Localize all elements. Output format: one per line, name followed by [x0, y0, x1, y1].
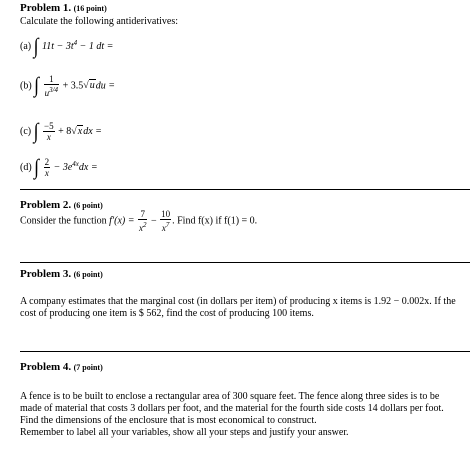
integral-sign-icon: ∫: [34, 154, 40, 179]
problem-4-line-3: Find the dimensions of the enclosure that is most economical to construct.: [20, 415, 317, 426]
problem-1d-numerator: 2: [44, 157, 50, 168]
problem-1c-denominator: x: [43, 131, 55, 142]
divider-2: [20, 262, 470, 263]
problem-1b: [20, 74, 115, 98]
problem-4-points: (7 point): [73, 363, 103, 372]
integral-sign-icon: ∫: [33, 118, 39, 143]
problem-1c-middle: + 8: [55, 126, 72, 138]
problem-1-title: Problem 1.: [20, 2, 72, 14]
problem-2-fraction-1: $\frac{7}{x^2}$: [138, 209, 147, 233]
problem-2-title: Problem 2.: [20, 199, 72, 211]
problem-1b-label: (b): [20, 80, 32, 92]
problem-1-intro: Calculate the following antiderivatives:: [20, 16, 179, 27]
problem-1-points: (16 point): [73, 4, 107, 13]
problem-3-points: (6 point): [73, 270, 103, 279]
problem-1d-label: (d): [20, 162, 32, 174]
divider-1: [20, 189, 470, 190]
problem-2-lead: Consider the function: [20, 215, 110, 227]
problem-4-line-4: Remember to label all your variables, show all your steps and justify your answer.: [20, 427, 349, 438]
problem-4-title: Problem 4.: [20, 361, 72, 373]
problem-1d: [20, 154, 98, 179]
problem-1d-denominator: x: [44, 168, 49, 179]
problem-1-heading: [20, 2, 107, 15]
problem-2-fraction-2: $\frac{10}{x^7}$: [161, 209, 171, 233]
problem-1c: [20, 118, 102, 143]
integral-sign-icon: ∫: [34, 73, 40, 98]
integral-sign-icon: ∫: [33, 33, 39, 58]
sqrt-icon: √u: [83, 80, 95, 92]
divider-3: [20, 351, 470, 352]
problem-4-line-1: A fence is to be built to enclose a rectangular area of 300 square feet. The fence along three sides is to be: [20, 391, 440, 402]
problem-1d-exponent: 4x: [72, 159, 79, 168]
problem-1d-fraction: [44, 157, 51, 178]
problem-1a-label: (a): [20, 41, 32, 53]
problem-1b-middle: + 3.5: [60, 80, 84, 92]
problem-1b-numerator: 1: [49, 74, 54, 84]
problem-4-heading: [20, 361, 103, 374]
sqrt-icon: √x: [71, 126, 83, 138]
problem-1d-middle: − 3e: [51, 162, 73, 174]
problem-1c-fraction: [43, 121, 55, 142]
problem-3-heading: [20, 268, 103, 281]
problem-3-title: Problem 3.: [20, 268, 72, 280]
problem-1a-exponent: 4: [73, 38, 78, 47]
problem-4-line-2: made of material that costs 3 dollars per foot, and the material for the fourth side costs 14 dollars per foot.: [20, 403, 444, 414]
problem-3-text: A company estimates that the marginal cost (in dollars per item) of producing x items is 1.92 − 0.002x. If the cost of producing one item is $ 562, find the cost of producing 100 items.: [20, 296, 456, 319]
problem-1d-tail: dx =: [78, 162, 98, 174]
problem-1a-expression: 11t − 3t: [42, 41, 74, 53]
problem-1b-denominator: $u^{3/4}$: [44, 86, 59, 98]
problem-1b-tail: du =: [95, 80, 115, 92]
problem-1c-label: (c): [20, 126, 32, 138]
problem-1a-tail: − 1 dt =: [77, 41, 114, 53]
problem-2-minus: −: [148, 215, 160, 227]
problem-2-points: (6 point): [73, 201, 103, 210]
problem-1c-numerator: −5: [44, 121, 54, 132]
problem-2-fprime: f′(x) =: [109, 215, 135, 227]
problem-1c-tail: dx =: [83, 126, 102, 138]
problem-2-tail: . Find f(x) if f(1) = 0.: [172, 215, 258, 227]
problem-2-statement: [20, 209, 257, 233]
problem-1a: [20, 33, 114, 58]
problem-1b-fraction: [44, 74, 59, 98]
